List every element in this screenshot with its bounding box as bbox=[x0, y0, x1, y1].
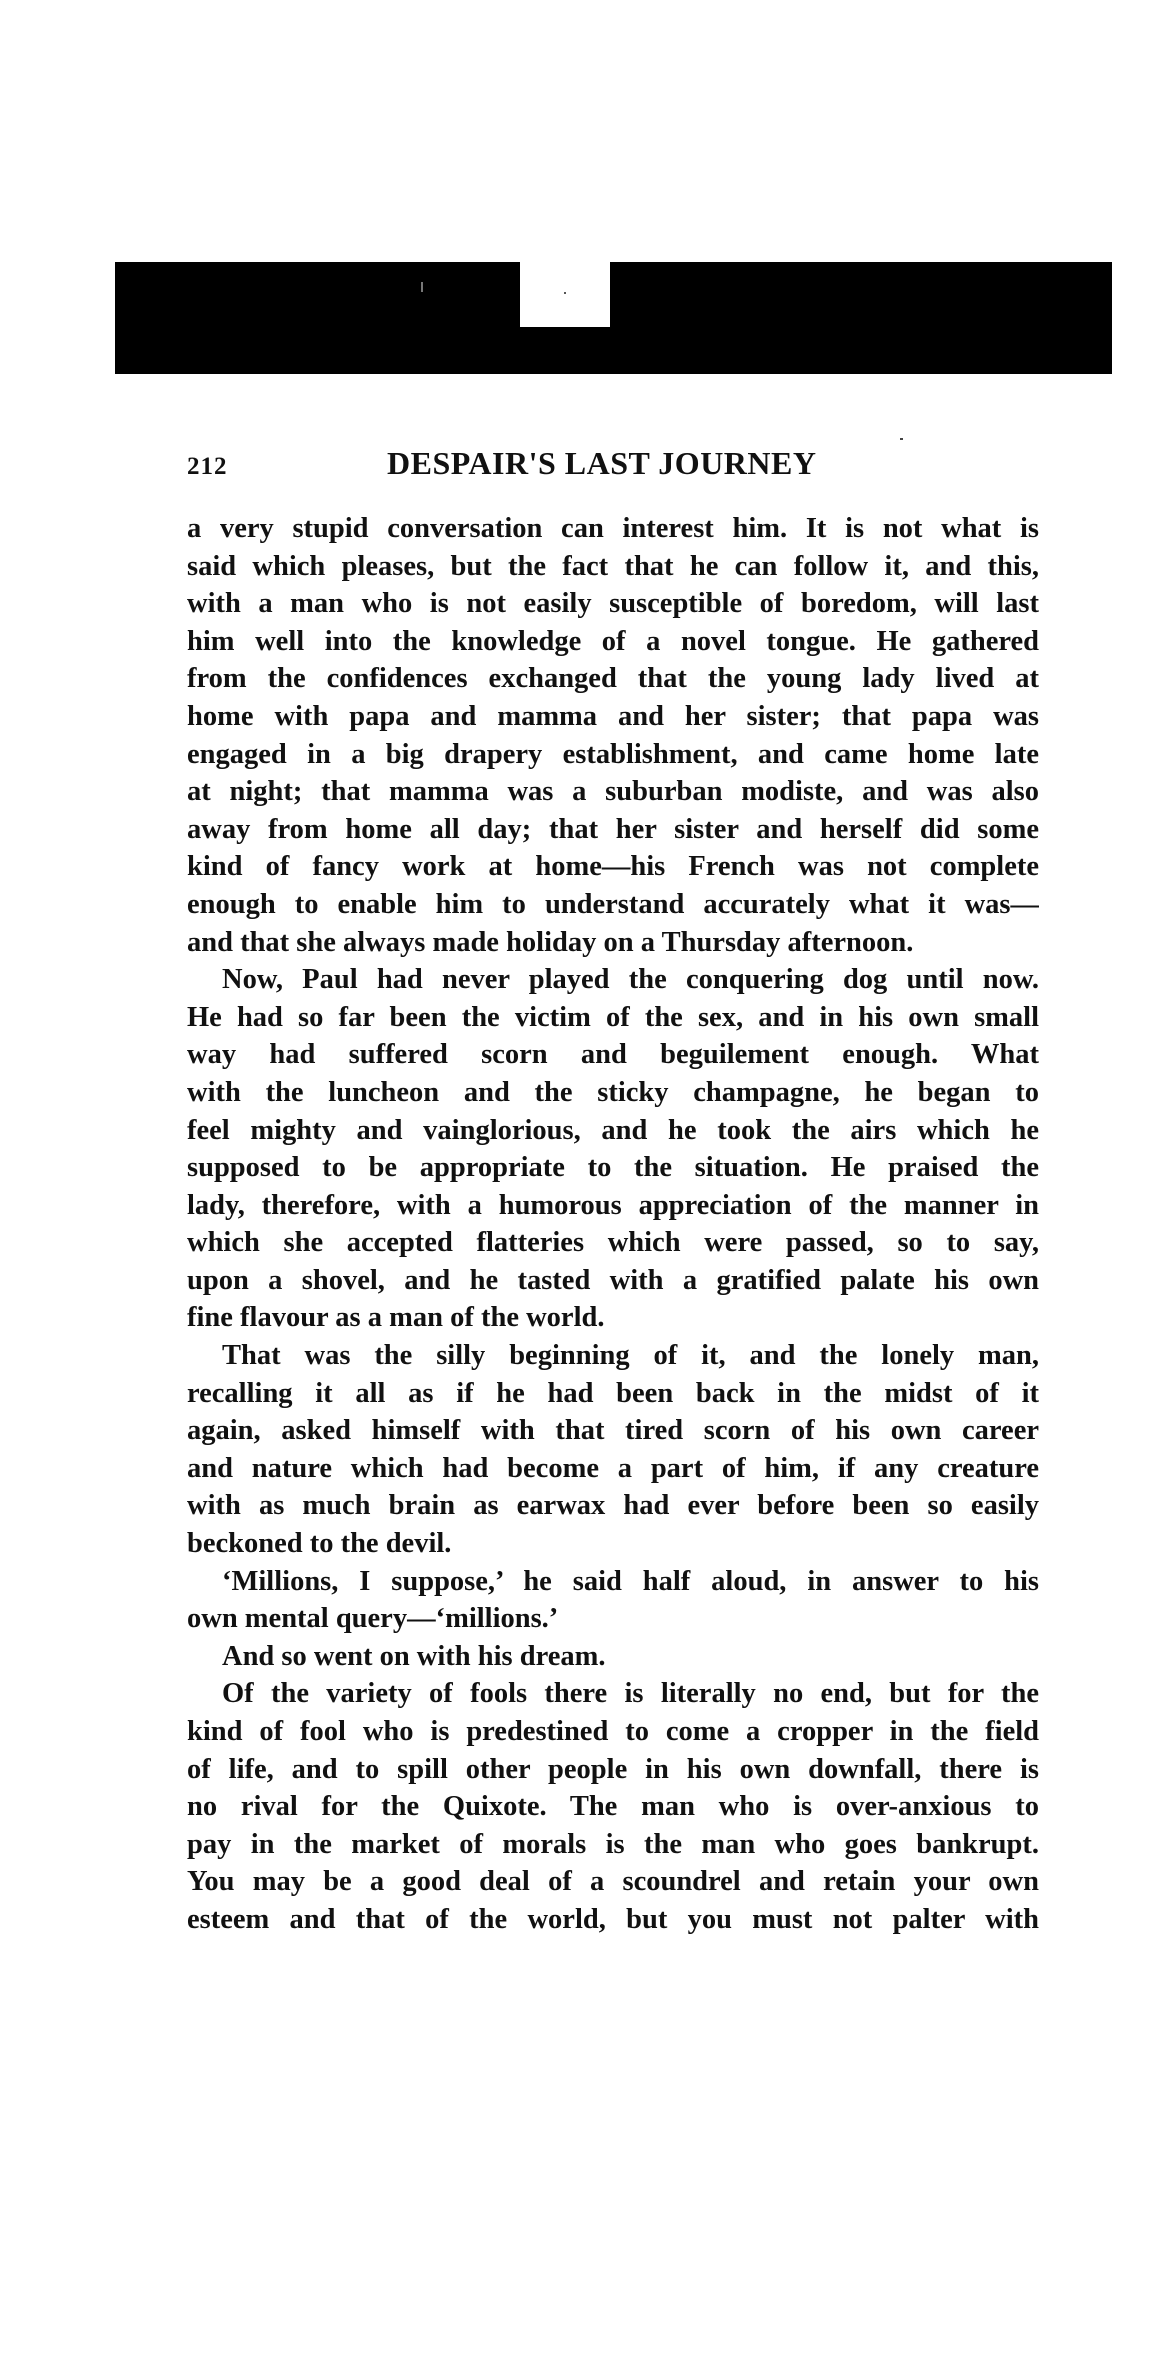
text-line: upon a shovel, and he tasted with a gratified palate his own bbox=[187, 1264, 1039, 1296]
scan-artifact-line bbox=[421, 282, 423, 292]
text-line: with the luncheon and the sticky champagne, he began to bbox=[187, 1076, 1039, 1108]
scan-artifact-notch bbox=[520, 262, 610, 327]
body-text bbox=[187, 510, 1039, 1939]
text-line: lady, therefore, with a humorous appreciation of the manner in bbox=[187, 1189, 1039, 1221]
text-line: way had suffered scorn and beguilement enough. What bbox=[187, 1039, 1039, 1071]
text-line: He had so far been the victim of the sex, and in his own small bbox=[187, 1001, 1039, 1033]
text-line: said which pleases, but the fact that he can follow it, and this, bbox=[187, 550, 1039, 582]
running-head: DESPAIR'S LAST JOURNEY bbox=[387, 445, 817, 481]
text-line: kind of fool who is predestined to come a cropper in the field bbox=[187, 1716, 1039, 1747]
text-line: and that she always made holiday on a Thursday afternoon. bbox=[187, 926, 914, 958]
text-line: engaged in a big drapery establishment, and came home late bbox=[187, 738, 1039, 770]
text-line: pay in the market of morals is the man who goes bankrupt. bbox=[187, 1828, 1039, 1860]
text-line: with as much brain as earwax had ever before been so easily bbox=[187, 1490, 1039, 1522]
page-number: 212 bbox=[187, 453, 228, 480]
text-line: of life, and to spill other people in his own downfall, there is bbox=[187, 1753, 1039, 1785]
text-line: away from home all day; that her sister and herself did some bbox=[187, 813, 1039, 845]
text-line: recalling it all as if he had been back in the midst of it bbox=[187, 1377, 1039, 1409]
text-line: kind of fancy work at home—his French was not complete bbox=[187, 851, 1039, 883]
text-line: beckoned to the devil. bbox=[187, 1528, 452, 1560]
text-line: esteem and that of the world, but you must not palter with bbox=[187, 1903, 1039, 1935]
text-line: and nature which had become a part of him, if any creature bbox=[187, 1452, 1039, 1484]
text-line: That was the silly beginning of it, and the lonely man, bbox=[222, 1340, 1039, 1372]
text-line: enough to enable him to understand accurately what it was— bbox=[187, 888, 1039, 920]
text-line: fine flavour as a man of the world. bbox=[187, 1302, 605, 1334]
page-header bbox=[187, 445, 1039, 491]
scan-artifact-dot bbox=[564, 292, 566, 294]
text-line: from the confidences exchanged that the young lady lived at bbox=[187, 663, 1039, 695]
text-line: And so went on with his dream. bbox=[222, 1640, 606, 1672]
text-line: again, asked himself with that tired scorn of his own career bbox=[187, 1415, 1039, 1447]
text-line: him well into the knowledge of a novel tongue. He gathered bbox=[187, 625, 1039, 657]
text-line: own mental query—‘millions.’ bbox=[187, 1603, 559, 1635]
scan-artifact-bar bbox=[115, 262, 1112, 374]
scan-stray-mark bbox=[900, 438, 903, 440]
text-line: supposed to be appropriate to the situation. He praised the bbox=[187, 1152, 1039, 1184]
text-line: feel mighty and vainglorious, and he took the airs which he bbox=[187, 1114, 1039, 1146]
text-line: no rival for the Quixote. The man who is over-anxious to bbox=[187, 1791, 1039, 1823]
text-line: a very stupid conversation can interest him. It is not what is bbox=[187, 513, 1039, 544]
text-line: You may be a good deal of a scoundrel and retain your own bbox=[187, 1866, 1039, 1898]
text-line: Of the variety of fools there is literally no end, but for the bbox=[222, 1678, 1039, 1710]
text-line: with a man who is not easily susceptible of boredom, will last bbox=[187, 588, 1039, 620]
text-line: ‘Millions, I suppose,’ he said half aloud, in answer to his bbox=[222, 1565, 1039, 1597]
text-line: at night; that mamma was a suburban modiste, and was also bbox=[187, 776, 1039, 808]
text-line: which she accepted flatteries which were passed, so to say, bbox=[187, 1227, 1039, 1259]
text-line: Now, Paul had never played the conquering dog until now. bbox=[222, 964, 1039, 996]
text-line: home with papa and mamma and her sister; that papa was bbox=[187, 700, 1039, 732]
